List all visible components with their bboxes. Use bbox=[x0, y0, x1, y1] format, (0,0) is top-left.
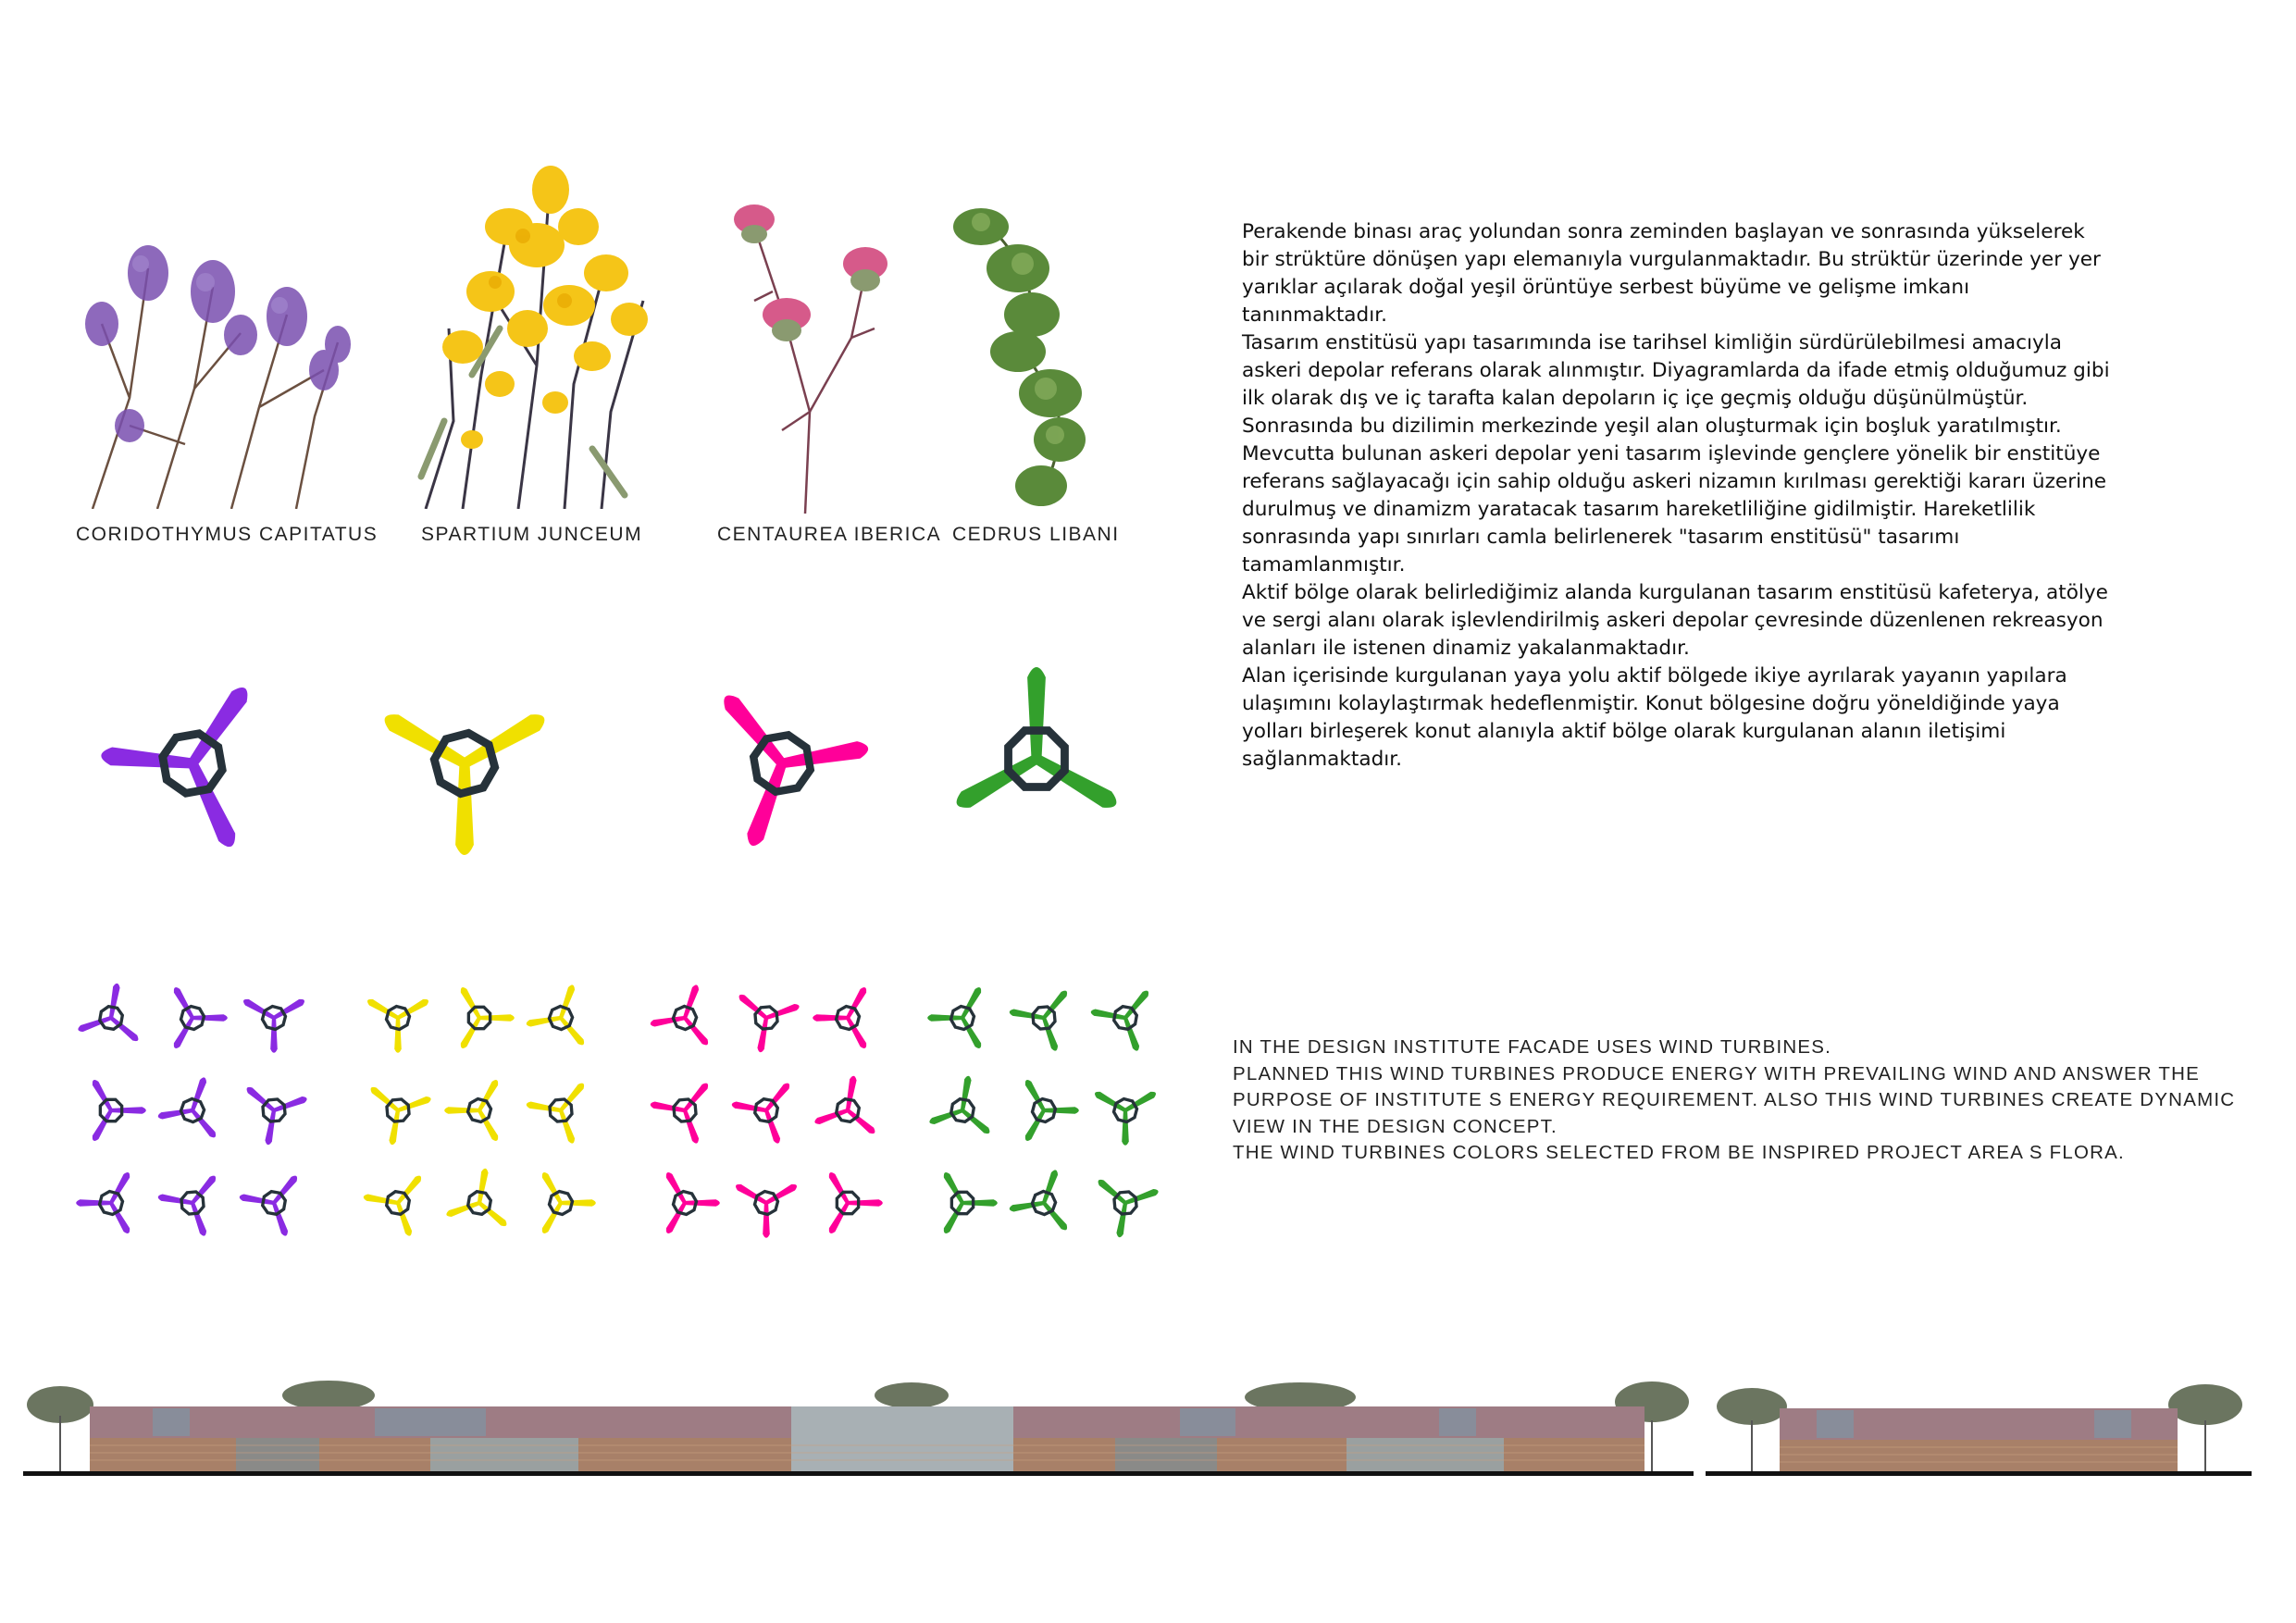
small-turbine bbox=[351, 1063, 434, 1148]
small-turbine bbox=[1006, 971, 1091, 1054]
small-turbine bbox=[441, 1076, 525, 1157]
small-turbine bbox=[91, 1078, 146, 1142]
small-turbine bbox=[639, 1157, 723, 1237]
english-line: PLANNED THIS WIND TURBINES PRODUCE ENERGY WITH PREVAILING WIND AND ANSWER THE PURPOSE OF INSTITUTE S ENERGY REQUIREMENT. ALSO THIS WIND TURBINES CREATE DYNAMIC VIEW IN THE DESIGN CONCEPT. bbox=[1233, 1062, 2236, 1137]
cedrus-photo bbox=[944, 204, 1087, 509]
small-turbine bbox=[358, 1165, 424, 1238]
small-turbine bbox=[648, 974, 727, 1048]
plant-label-cedrus: CEDRUS LIBANI bbox=[952, 524, 1120, 545]
small-turbine bbox=[364, 973, 444, 1056]
small-turbine bbox=[942, 1171, 998, 1234]
small-turbine bbox=[76, 978, 149, 1044]
small-turbine bbox=[925, 984, 1008, 1064]
small-turbine bbox=[927, 1071, 1000, 1136]
small-turbine bbox=[240, 973, 320, 1056]
small-turbine bbox=[1091, 1065, 1172, 1148]
small-turbine bbox=[647, 1063, 732, 1146]
english-line: IN THE DESIGN INSTITUTE FACADE USES WIND TURBINES. bbox=[1233, 1036, 1831, 1058]
long-elevation bbox=[23, 1369, 1694, 1485]
small-turbine bbox=[459, 985, 515, 1049]
english-line: THE WIND TURBINES COLORS SELECTED FROM BE INSPIRED PROJECT AREA S FLORA. bbox=[1233, 1142, 2125, 1163]
large-turbine bbox=[343, 648, 553, 863]
small-turbine bbox=[227, 1063, 310, 1148]
small-turbine bbox=[444, 1163, 517, 1229]
turkish-paragraph: Alan içerisinde kurgulanan yaya yolu aktif bölgede ikiye ayrılarak yayanın yapılara ulaşımını kolaylaştırmak hedeflenmiştir. Konut bölgesine doğru yöneldiğinde yaya yolları birleşerek konut alanıyla aktif bölge olarak kurgulanan alanın iletişimi sağlanmaktadır. bbox=[1242, 664, 2067, 771]
small-turbine bbox=[1086, 980, 1151, 1053]
centaurea-photo bbox=[717, 190, 912, 514]
small-turbine bbox=[1007, 1159, 1086, 1233]
small-turbine bbox=[810, 984, 893, 1064]
large-turbine bbox=[93, 648, 314, 856]
spartium-photo bbox=[407, 143, 657, 509]
small-turbine bbox=[813, 1071, 886, 1136]
turkish-paragraph: Tasarım enstitüsü yapı tasarımında ise tarihsel kimliğin sürdürülebilmesi amacıyla askeri depolar referans olarak alınmıştır. Diyagramlarda da ifade etmiş olduğumuz gibi ilk olarak dış ve iç tarafta kalan depoların iç içe geçmiş olduğu düşünülmüştür. Sonrasında bu dizilimin merkezinde yeşil alan oluşturmak için boşluk yaratılmıştır. Mevcutta bulunan askeri depolar yeni tasarım işlevinde gençlere yönelik bir enstitüye referans sağlayacağı için sahip olduğu askeri nizamın kırılması gerektiği kararı üzerine durulmuş ve dinamizm yaratacak tasarım hareketliliğine gidilmiştir. Hareketlilik sonrasında yapı sınırları camla belirlenerek "tasarım enstitüsü" tasarımı tamamlanmıştır. bbox=[1242, 331, 2110, 576]
plant-label-spartium: SPARTIUM JUNCEUM bbox=[421, 524, 643, 545]
small-turbine bbox=[234, 1165, 300, 1238]
small-turbine bbox=[726, 1072, 792, 1146]
turkish-description bbox=[1242, 218, 2112, 774]
plant-label-coridothymus: CORIDOTHYMUS CAPITATUS bbox=[76, 524, 379, 545]
small-turbine bbox=[147, 972, 230, 1052]
short-elevation bbox=[1706, 1369, 2252, 1485]
small-turbine bbox=[155, 1156, 240, 1239]
small-turbine-grids bbox=[56, 967, 1203, 1282]
small-turbine bbox=[732, 1158, 813, 1241]
small-turbine bbox=[827, 1171, 883, 1234]
coridothymus-photo bbox=[74, 231, 352, 509]
plant-label-centaurea: CENTAUREA IBERICA bbox=[717, 524, 942, 545]
turkish-paragraph: Perakende binası araç yolundan sonra zeminden başlayan ve sonrasında yükselerek bir strüktüre dönüşen yapı elemanıyla vurgulanmaktadır. Bu strüktür üzerinde yer yer yarıklar açılarak doğal yeşil örüntüye serbest büyüme ve gelişme imkanı tanınmaktadır. bbox=[1242, 220, 2101, 327]
small-turbine bbox=[999, 1064, 1082, 1145]
small-turbine bbox=[155, 1067, 235, 1141]
english-description bbox=[1233, 1035, 2269, 1167]
small-turbine bbox=[524, 974, 603, 1048]
small-turbine bbox=[523, 1063, 608, 1146]
small-turbine bbox=[719, 971, 802, 1056]
large-turbine-row bbox=[56, 648, 1203, 907]
small-turbine bbox=[73, 1169, 156, 1249]
large-turbine bbox=[717, 669, 882, 851]
turkish-paragraph: Aktif bölge olarak belirlediğimiz alanda kurgulanan tasarım enstitüsü kafeterya, atölye ve sergi alanı olarak işlevlendirilmiş askeri depolar çevresinde düzenlenen rekreasyon alanları ile istenen dinamiz yakalanmaktadır. bbox=[1242, 581, 2108, 660]
small-turbine bbox=[1078, 1156, 1161, 1241]
large-turbine bbox=[952, 667, 1120, 812]
small-turbine bbox=[515, 1157, 599, 1237]
